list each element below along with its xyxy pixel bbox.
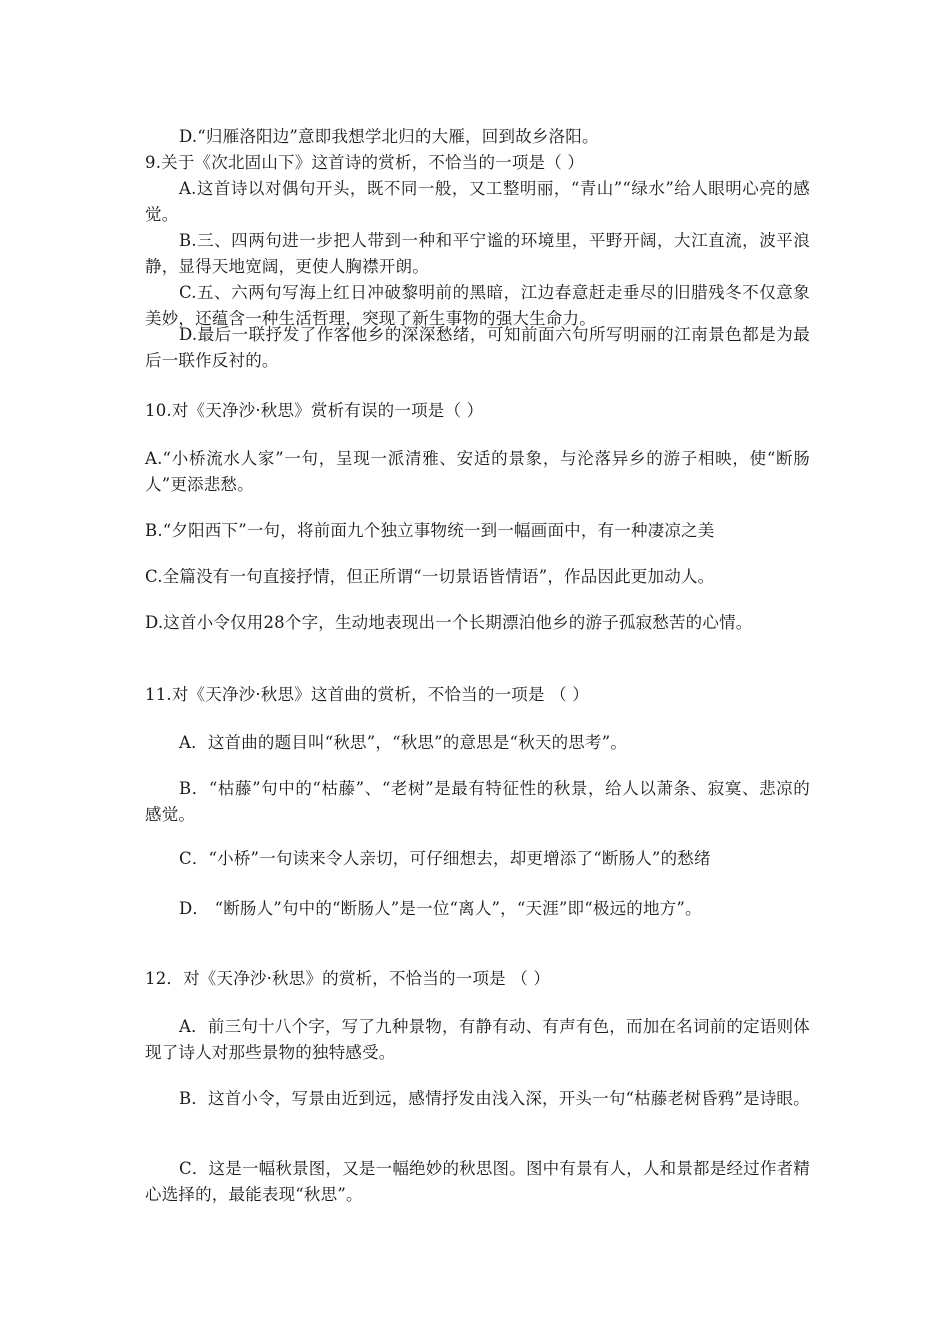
q9-option-c: C.五、六两句写海上红日冲破黎明前的黑暗，江边春意赶走垂尽的旧腊残冬不仅意象美妙，还蕴含一种生活哲理，突现了新生事物的强大生命力。 (145, 283, 810, 328)
q9-option-d: D.最后一联抒发了作客他乡的深深愁绪，可知前面六句所写明丽的江南景色都是为最后一联作反衬的。 (145, 325, 810, 370)
q11-option-a: A．这首曲的题目叫“秋思”，“秋思”的意思是“秋天的思考”。 (179, 733, 628, 752)
q12-option-b: B．这首小令，写景由近到远，感情抒发由浅入深，开头一句“枯藤老树昏鸦”是诗眼。 (179, 1089, 810, 1108)
q10-option-a: A.“小桥流水人家”一句，呈现一派清雅、安适的景象，与沦落异乡的游子相映，使“断肠人”更添悲愁。 (145, 449, 810, 494)
q11-option-d: D． “断肠人”句中的“断肠人”是一位“离人”，“天涯”即“极远的地方”。 (179, 899, 702, 918)
q10-option-b: B.“夕阳西下”一句，将前面九个独立事物统一到一幅画面中，有一种凄凉之美 (145, 521, 715, 540)
q10-option-d: D.这首小令仅用28个字，生动地表现出一个长期漂泊他乡的游子孤寂愁苦的心情。 (145, 613, 753, 632)
q9-option-a: A.这首诗以对偶句开头，既不同一般，又工整明丽，“青山”“绿水”给人眼明心亮的感觉。 (145, 179, 810, 224)
q9-option-b: B.三、四两句进一步把人带到一种和平宁谧的环境里，平野开阔，大江直流，波平浪静，显得天地宽阔，更使人胸襟开朗。 (145, 231, 810, 276)
q10-option-c: C.全篇没有一句直接抒情，但正所谓“一切景语皆情语”，作品因此更加动人。 (145, 567, 715, 586)
q11-option-b: B．“枯藤”句中的“枯藤”、“老树”是最有特征性的秋景，给人以萧条、寂寞、悲凉的感觉。 (145, 779, 810, 824)
q12-stem: 12．对《天净沙·秋思》的赏析，不恰当的一项是 （ ） (145, 969, 551, 988)
q8-option-d: D.“归雁洛阳边”意即我想学北归的大雁，回到故乡洛阳。 (179, 127, 599, 146)
q9-stem: 9.关于《次北固山下》这首诗的赏析，不恰当的一项是（ ） (145, 153, 585, 172)
q11-stem: 11.对《天净沙·秋思》这首曲的赏析，不恰当的一项是 （ ） (145, 685, 589, 704)
q12-option-c: C．这是一幅秋景图，又是一幅绝妙的秋思图。图中有景有人，人和景都是经过作者精心选择的，最能表现“秋思”。 (145, 1159, 810, 1204)
q12-option-a: A．前三句十八个字，写了九种景物，有静有动、有声有色，而加在名词前的定语则体现了诗人对那些景物的独特感受。 (145, 1017, 811, 1062)
q10-stem: 10.对《天净沙·秋思》赏析有误的一项是（ ） (145, 401, 484, 420)
q11-option-c: C．“小桥”一句读来令人亲切，可仔细想去，却更增添了“断肠人”的愁绪 (179, 849, 711, 868)
